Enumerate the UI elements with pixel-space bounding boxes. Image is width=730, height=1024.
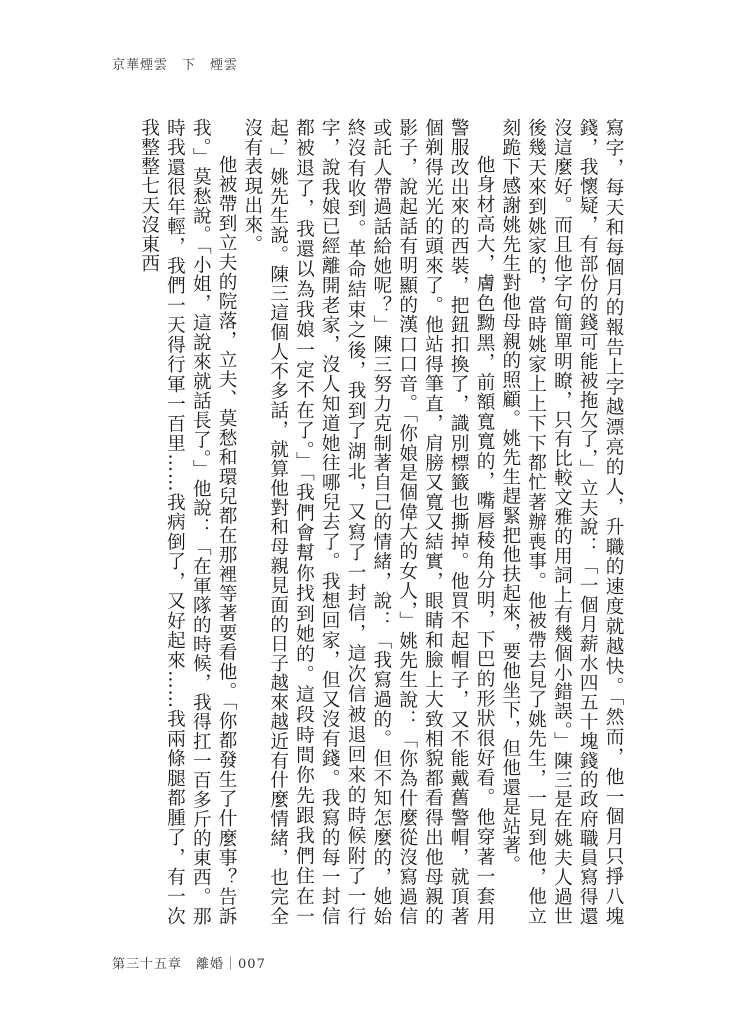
paragraph: 他被帶到立夫的院落，立夫、莫愁和環兒都在那裡等著要看他。「你都發生了什麼事？告訴我。」莫愁說。「小姐，這說來就話長了。」他說：「在軍隊的時候，我得扛一百多斤的東西。那時我還很年輕，我們一天得行軍一百里……我病倒了，又好起來……我兩條腿都腫了，有一次我整整七天沒東西	[138, 118, 238, 926]
paragraph: 他身材高大，膚色黝黑，前額寬寬的，嘴唇稜角分明，下巴的形狀很好看。他穿著一套用警服改出來的西裝，把鈕扣換了，識別標籤也撕掉。他買不起帽子，又不能戴舊警帽，就頂著個剃得光光的頭來了。他站得筆直，肩膀又寬又結實，眼睛和臉上大致相貌都看得出他母親的影子，說起話有明顯的漢口口音。「你娘是個偉大的女人，」姚先生說：「你為什麼從沒寫過信或託人帶過話給她呢？」陳三努力克制著自己的情緒，說：「我寫過的。但不知怎麼的，她始終沒有收到。革命結束之後，我到了湖北，又寫了一封信，這次信被退回來的時候附了一行字，說我娘已經離開老家，沒人知道她往哪兒去了。我想回家，但又沒有錢。我寫的每一封信都被退了，我還以為我娘一定不在了。」「我們會幫你找到她的。這段時間你先跟我們住在一起，」姚先生說。陳三這個人不多話，就算他對和母親見面的日子越來越近有什麼情緒，也完全沒有表現出來。	[241, 118, 496, 926]
page-body	[110, 118, 626, 926]
running-head: 京華煙雲 下 煙雲	[112, 58, 239, 73]
chapter-title: 第三十五章 離婚	[112, 957, 225, 972]
paragraph: 寫字，每天和每個月的報告上字越漂亮的人，升職的速度就越快。「然而，他一個月只掙八塊錢，我懷疑，有部份的錢可能被拖欠了，」立夫說：「一個月薪水四五十塊錢的政府職員寫得還沒這麼好。而且他字句簡單明瞭，只有比較文雅的用詞上有幾個小錯誤。」陳三是在姚夫人過世後幾天來到姚家的，當時姚家上上下下都忙著辦喪事。他被帶去見了姚先生，一見到他，他立刻跪下感謝姚先生對他母親的照顧。姚先生趕緊把他扶起來，要他坐下，但他還是站著。	[499, 118, 624, 926]
page-number: 007	[238, 957, 266, 972]
footer-separator: ｜	[224, 957, 239, 972]
page-footer	[112, 953, 266, 972]
